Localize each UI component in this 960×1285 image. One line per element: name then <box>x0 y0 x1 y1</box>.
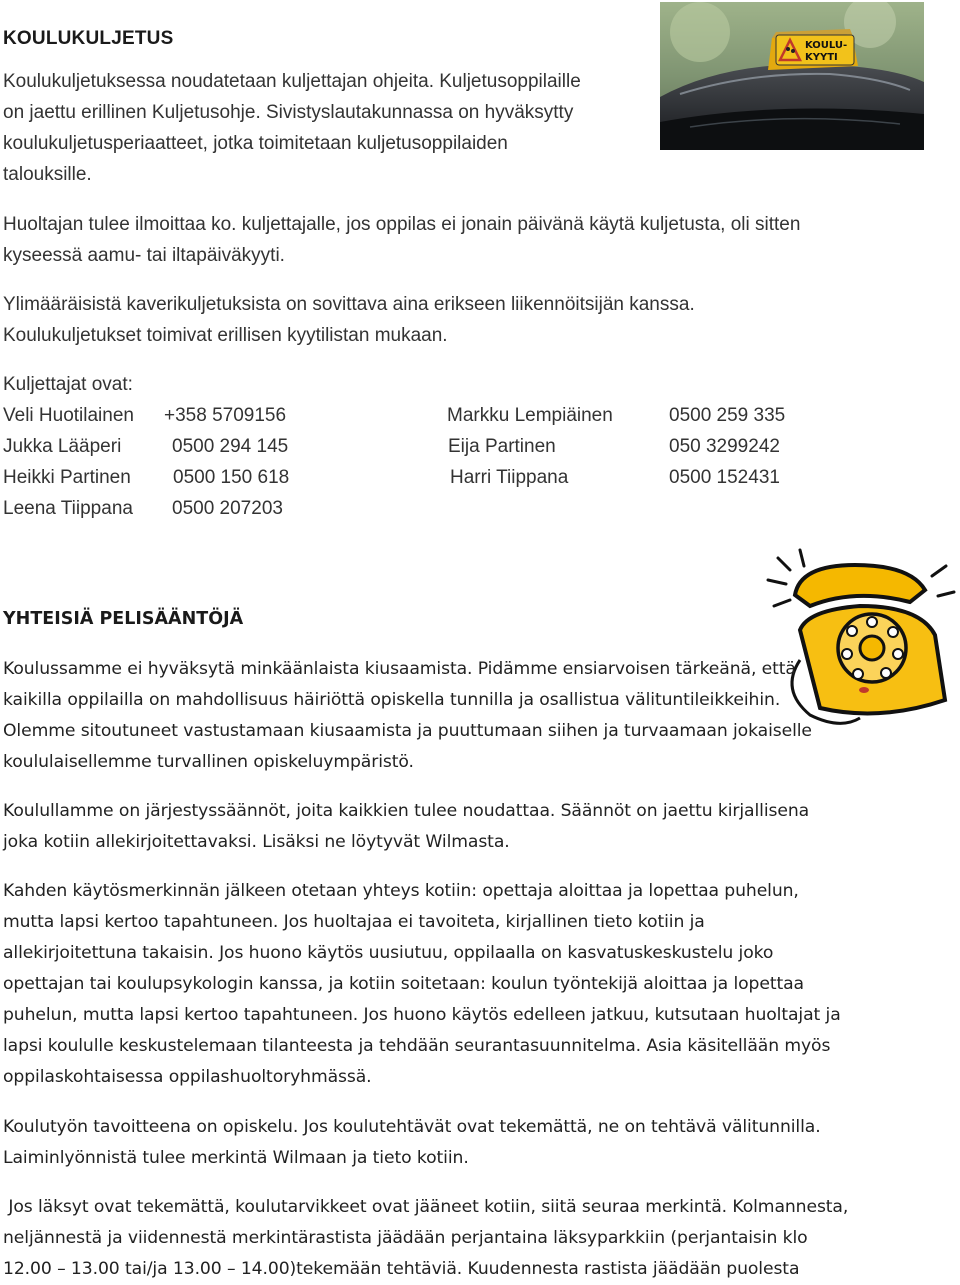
driver-name: Harri Tiippana <box>450 467 569 488</box>
driver-phone: +358 5709156 <box>164 405 287 426</box>
driver-phone: 0500 152431 <box>669 467 780 488</box>
driver-name: Jukka Lääperi <box>3 436 122 457</box>
driver-name: Veli Huotilainen <box>3 405 134 426</box>
text-line: on jaettu erillinen Kuljetusohje. Sivistyslautakunnassa on hyväksytty <box>3 102 574 123</box>
text-line: kaikilla oppilailla on mahdollisuus häiriöttä opiskella tunnilla ja osallistua välituntileikkeihin. <box>3 690 781 710</box>
text-line: Olemme sitoutuneet vastustamaan kiusaamista ja puuttumaan siihen ja turvaamaan jokaiselle <box>3 721 812 741</box>
text-line: Laiminlyönnistä tulee merkintä Wilmaan ja tieto kotiin. <box>3 1148 469 1168</box>
driver-name: Leena Tiippana <box>3 498 133 519</box>
text-line: Koulussamme ei hyväksytä minkäänlaista kiusaamista. Pidämme ensiarvoisen tärkeänä, että <box>3 659 796 679</box>
text-line: opettajan tai koulupsykologin kanssa, ja kotiin soitetaan: koulun työntekijä aloittaa ja lopettaa <box>3 974 804 994</box>
sign-text-2: KYYTI <box>805 52 838 63</box>
text-line: koululaisellemme turvallinen opiskeluympäristö. <box>3 752 414 772</box>
text-line: neljännestä ja viidennestä merkintärastista jäädään perjantaina läksyparkkiin (perjantaisin klo <box>3 1228 808 1248</box>
text-line: puhelun, mutta lapsi kertoo tapahtuneen. Jos huono käytös edelleen jatkuu, kutsutaan huoltajat ja <box>3 1005 841 1025</box>
text-line: Koulutyön tavoitteena on opiskelu. Jos koulutehtävät ovat tekemättä, ne on tehtävä välitunnilla. <box>3 1117 821 1137</box>
driver-name: Markku Lempiäinen <box>447 405 613 426</box>
transport-heading: KOULUKULJETUS <box>3 28 174 49</box>
driver-phone: 0500 294 145 <box>172 436 289 457</box>
text-line: lapsi koululle keskustelemaan tilanteesta ja tehdään seurantasuunnitelma. Asia käsitellään myös <box>3 1036 831 1056</box>
text-line: kyseessä aamu- tai iltapäiväkyyti. <box>3 245 285 266</box>
driver-phone: 050 3299242 <box>669 436 780 457</box>
driver-name: Eija Partinen <box>448 436 556 457</box>
text-line: joka kotiin allekirjoitettavaksi. Lisäksi ne löytyvät Wilmasta. <box>3 832 510 852</box>
sign-text-1: KOULU- <box>805 40 848 51</box>
rules-heading: YHTEISIÄ PELISÄÄNTÖJÄ <box>3 609 244 629</box>
text-line: Kahden käytösmerkinnän jälkeen otetaan yhteys kotiin: opettaja aloittaa ja lopettaa puhelun, <box>3 881 799 901</box>
driver-phone: 0500 150 618 <box>173 467 290 488</box>
driver-phone: 0500 207203 <box>172 498 283 519</box>
driver-phone: 0500 259 335 <box>669 405 786 426</box>
school-taxi-photo <box>660 2 924 150</box>
text-line: mutta lapsi kertoo tapahtuneen. Jos huoltajaa ei tavoiteta, kirjallinen tieto kotiin ja <box>3 912 705 932</box>
drivers-label: Kuljettajat ovat: <box>3 374 133 395</box>
text-line: Koulukuljetukset toimivat erillisen kyytilistan mukaan. <box>3 325 448 346</box>
text-line: oppilaskohtaisessa oppilashuoltoryhmässä. <box>3 1067 372 1087</box>
drivers-list <box>0 400 960 530</box>
text-line: Ylimääräisistä kaverikuljetuksista on sovittava aina erikseen liikennöitsijän kanssa. <box>3 294 695 315</box>
text-line: Koulullamme on järjestyssäännöt, joita kaikkien tulee noudattaa. Säännöt on jaettu kirjallisena <box>3 801 810 821</box>
text-line: 12.00 – 13.00 tai/ja 13.00 – 14.00)tekemään tehtäviä. Kuudennesta rastista jäädään puolesta <box>3 1259 800 1279</box>
text-line: Huoltajan tulee ilmoittaa ko. kuljettajalle, jos oppilas ei jonain päivänä käytä kuljetusta, oli sitten <box>3 214 801 235</box>
text-line: Koulukuljetuksessa noudatetaan kuljettajan ohjeita. Kuljetusoppilaille <box>3 71 581 92</box>
text-line: talouksille. <box>3 164 92 185</box>
text-line: koulukuljetusperiaatteet, jotka toimitetaan kuljetusoppilaiden <box>3 133 508 154</box>
driver-name: Heikki Partinen <box>3 467 131 488</box>
text-line: allekirjoitettuna takaisin. Jos huono käytös uusiutuu, oppilaalla on kasvatuskeskustelu joko <box>3 943 774 963</box>
telephone-icon <box>760 540 960 740</box>
text-line: Jos läksyt ovat tekemättä, koulutarvikkeet ovat jääneet kotiin, siitä seuraa merkintä. Kolmannesta, <box>3 1197 849 1217</box>
